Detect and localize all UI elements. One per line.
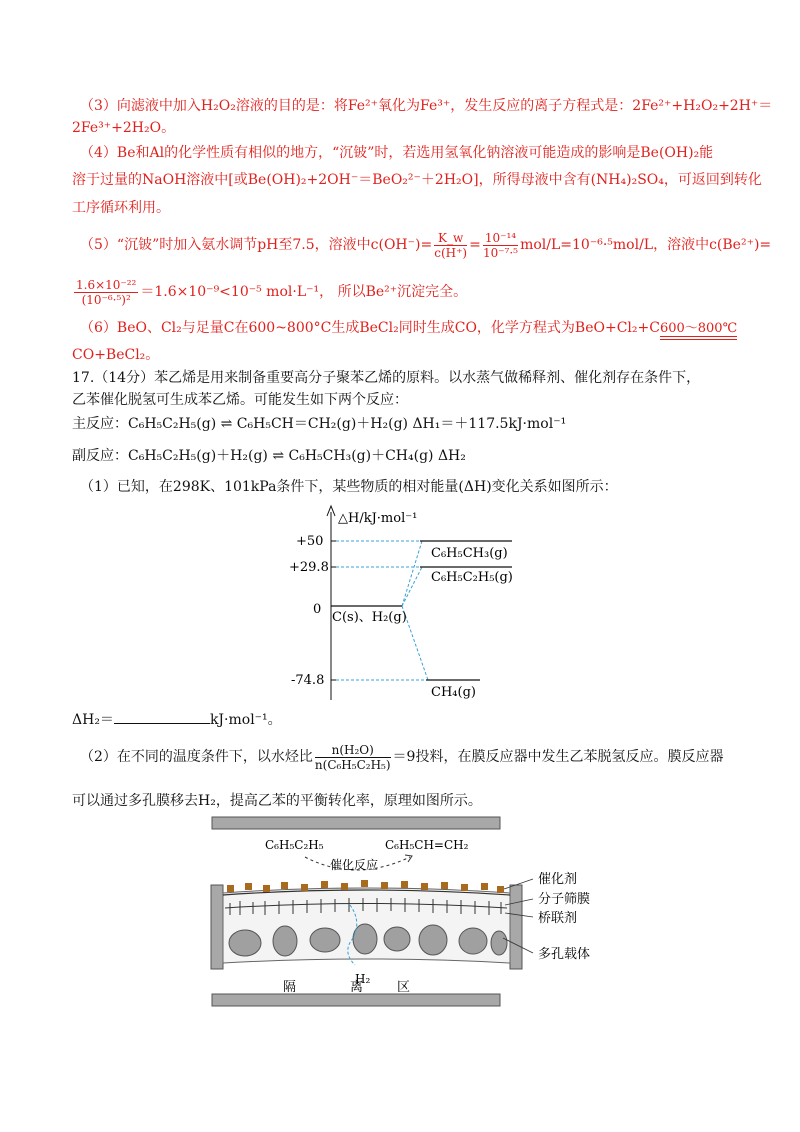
level-value-1: +29.8: [289, 560, 329, 575]
q17-intro-line2: 乙苯催化脱氢可生成苯乙烯。可能发生如下两个反应：: [72, 392, 408, 408]
answer-4-line3: 工序循环利用。: [72, 200, 170, 216]
level-value-3: -74.8: [291, 673, 325, 688]
species-2: C(s)、H₂(g): [332, 610, 407, 625]
kw-fraction: $\frac{K\_w}{c(H^+)}$: [434, 230, 468, 260]
answer-6-line2: CO+BeCl₂。: [72, 347, 160, 363]
answer-5-tail: ＝1.6×10⁻⁹<10⁻⁵ mol·L⁻¹， 所以Be²⁺沉淀完全。: [140, 284, 468, 300]
water-hydrocarbon-ratio: $\frac{\text{n(H₂O)}}{\text{n(C₆H₅C₂H₅)}}$: [314, 742, 391, 772]
product-label: C₆H₅CH=CH₂: [385, 838, 469, 852]
answer-3-line2: 2Fe³⁺+2H₂O。: [72, 120, 176, 136]
answer-5-line1: （5）“沉铍”时加入氨水调节pH至7.5，溶液中c(OH⁻)= $\frac{K\_w}{c(H^+)}$ = $\frac{\text{10⁻¹⁴}}{\text{10⁻⁷·⁵}}$ mol/L=10⁻⁶·⁵mol/L，溶液中c(Be²⁺)=: [80, 230, 772, 260]
level-value-0: +50: [296, 534, 324, 549]
answer-6-line1: （6）BeO、Cl₂与足量C在600~800°C生成BeCl₂同时生成CO，化学方程式为BeO+Cl₂+C 600～800℃: [80, 318, 737, 340]
level-value-2: 0: [313, 602, 322, 617]
side-reaction: 副反应：C₆H₅C₂H₅(g)＋H₂(g) ⇌ C₆H₅CH₃(g)＋CH₄(g) ΔH₂: [72, 448, 466, 464]
reaction-condition: 600～800℃: [660, 321, 737, 340]
label-bridge: 桥联剂: [538, 911, 578, 926]
answer-4-line1: （4）Be和Al的化学性质有相似的地方，“沉铍”时，若选用氢氧化钠溶液可能造成的影响是Be(OH)₂能: [80, 145, 714, 161]
answer-blank[interactable]: [114, 711, 210, 724]
zone-char-0: 隔: [283, 980, 297, 995]
h2-label: H₂: [355, 972, 371, 986]
q17-intro-line1: 17.（14分）苯乙烯是用来制备重要高分子聚苯乙烯的原料。以水蒸气做稀释剂、催化剂存在条件下，: [72, 370, 701, 386]
species-1: C₆H₅C₂H₅(g): [431, 570, 513, 585]
energy-diagram: [280, 500, 530, 705]
species-3: CH₄(g): [431, 685, 476, 700]
ratio-fraction: $\frac{\text{10⁻¹⁴}}{\text{10⁻⁷·⁵}}$: [482, 230, 518, 260]
label-catalyst: 催化剂: [538, 872, 578, 887]
zone-char-2: 区: [397, 980, 411, 995]
answer-5-mid: mol/L=10⁻⁶·⁵mol/L，溶液中c(Be²⁺)=: [520, 237, 772, 253]
label-support: 多孔载体: [538, 947, 591, 962]
answer-3-line1: （3）向滤液中加入H₂O₂溶液的目的是：将Fe²⁺氧化为Fe³⁺，发生反应的离子方程式是：2Fe²⁺+H₂O₂+2H⁺＝: [80, 98, 773, 114]
main-reaction: 主反应：C₆H₅C₂H₅(g) ⇌ C₆H₅CH＝CH₂(g)＋H₂(g) ΔH₁＝＋117.5kJ·mol⁻¹: [72, 416, 567, 432]
answer-5-line2: [72, 275, 467, 309]
membrane-reactor-diagram: [205, 813, 615, 1013]
delta-h2-line: ΔH₂＝ kJ·mol⁻¹。: [72, 712, 282, 728]
right-support: [510, 885, 522, 969]
species-0: C₆H₅CH₃(g): [431, 546, 508, 561]
answer-5-prefix: （5）“沉铍”时加入氨水调节pH至7.5，溶液中c(OH⁻)=: [80, 237, 433, 253]
left-support: [211, 885, 223, 969]
label-sieve: 分子筛膜: [538, 892, 591, 907]
q17-part2-line1: （2）在不同的温度条件下，以水烃比 $\frac{\text{n(H₂O)}}{\text{n(C₆H₅C₂H₅)}}$ ＝9投料，在膜反应器中发生乙苯脱氢反应。膜反应器: [80, 742, 724, 772]
q17-part2-line2: 可以通过多孔膜移去H₂，提高乙苯的平衡转化率，原理如图所示。: [72, 793, 482, 809]
zone-char-1: 离: [350, 980, 364, 995]
top-plate: [212, 817, 500, 829]
answer-4-line2: 溶于过量的NaOH溶液中[或Be(OH)₂+2OH⁻＝BeO₂²⁻＋2H₂O]，所得母液中含有(NH₄)₂SO₄，可返回到转化: [72, 172, 762, 188]
reactant-label: C₆H₅C₂H₅: [265, 838, 324, 852]
bottom-plate: [212, 994, 500, 1006]
reaction-label: 催化反应: [330, 858, 379, 872]
axis-label: △H/kJ·mol⁻¹: [338, 511, 418, 526]
q17-part1: （1）已知，在298K、101kPa条件下，某些物质的相对能量(ΔH)变化关系如图所示：: [80, 479, 618, 495]
be-fraction: $\frac{\text{1.6×10⁻²²}}{\text{(10⁻⁶·⁵)²}}$: [76, 277, 137, 307]
